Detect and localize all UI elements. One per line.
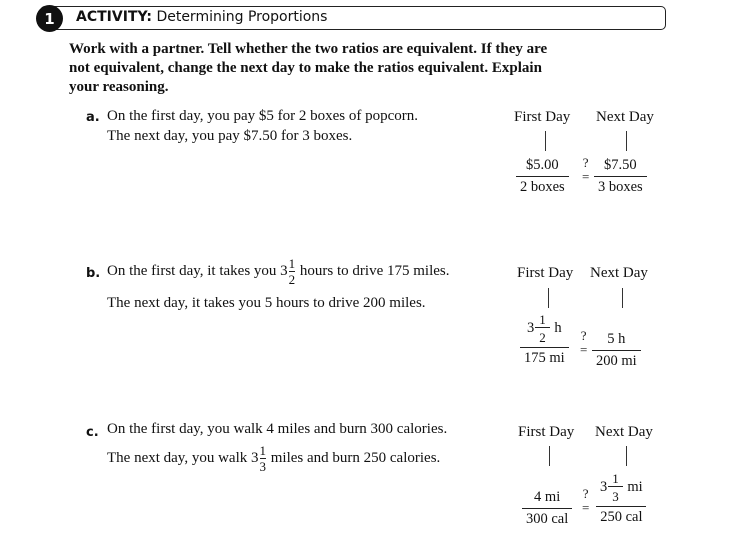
divider xyxy=(549,446,550,466)
item-a-line1: On the first day, you pay $5 for 2 boxes of popcorn. xyxy=(107,108,419,124)
item-c-line2: The next day, you walk 3 $\frac{1}{3}$ miles and burn 250 calories. xyxy=(107,443,441,474)
item-b-first-ratio: 3 $\frac{1}{2}$ h 175 mi xyxy=(520,312,569,367)
item-b-next-day-heading: Next Day xyxy=(590,265,648,281)
item-a-next-ratio: $7.50 3 boxes xyxy=(594,157,647,196)
item-a-line2: The next day, you pay $7.50 for 3 boxes. xyxy=(107,128,353,144)
equivalence-question-sign: ? = xyxy=(582,486,590,515)
divider xyxy=(548,288,549,308)
item-a-first-day-heading: First Day xyxy=(514,109,571,125)
activity-number-badge: 1 xyxy=(36,5,63,32)
item-a-label: a. xyxy=(86,110,100,125)
instructions-line: Work with a partner. Tell whether the two ratios are equivalent. If they are xyxy=(69,41,548,57)
item-a-next-day-heading: Next Day xyxy=(596,109,654,125)
item-c-label: c. xyxy=(86,425,99,440)
divider xyxy=(622,288,623,308)
item-b-label: b. xyxy=(86,266,101,281)
item-b-line2: The next day, it takes you 5 hours to drive 200 miles. xyxy=(107,295,426,311)
equivalence-question-sign: ? = xyxy=(580,328,588,357)
item-b-first-day-heading: First Day xyxy=(517,265,574,281)
divider xyxy=(626,446,627,466)
item-a-first-ratio: $5.00 2 boxes xyxy=(516,157,569,196)
divider xyxy=(626,131,627,151)
item-b-next-ratio: $\frac{5 h}{200 mi}$ xyxy=(592,331,641,370)
item-c-next-ratio: 3 $\frac{1}{3}$ mi 250 cal xyxy=(596,471,647,526)
item-c-line1: On the first day, you walk 4 miles and burn 300 calories. xyxy=(107,421,448,437)
item-c-first-ratio: 4 mi 300 cal xyxy=(522,489,572,528)
activity-title xyxy=(76,9,327,25)
instructions-line: your reasoning. xyxy=(69,79,169,95)
activity-title-text: Determining Proportions xyxy=(156,9,328,25)
instructions-line: not equivalent, change the next day to make the ratios equivalent. Explain xyxy=(69,60,542,76)
item-b-line1: On the first day, it takes you 3 $\frac{1}{2}$ hours to drive 175 miles. xyxy=(107,256,450,287)
divider xyxy=(545,131,546,151)
item-c-next-day-heading: Next Day xyxy=(595,424,653,440)
equivalence-question-sign: ? = xyxy=(582,155,590,184)
activity-label: ACTIVITY: xyxy=(76,9,152,25)
item-c-first-day-heading: First Day xyxy=(518,424,575,440)
